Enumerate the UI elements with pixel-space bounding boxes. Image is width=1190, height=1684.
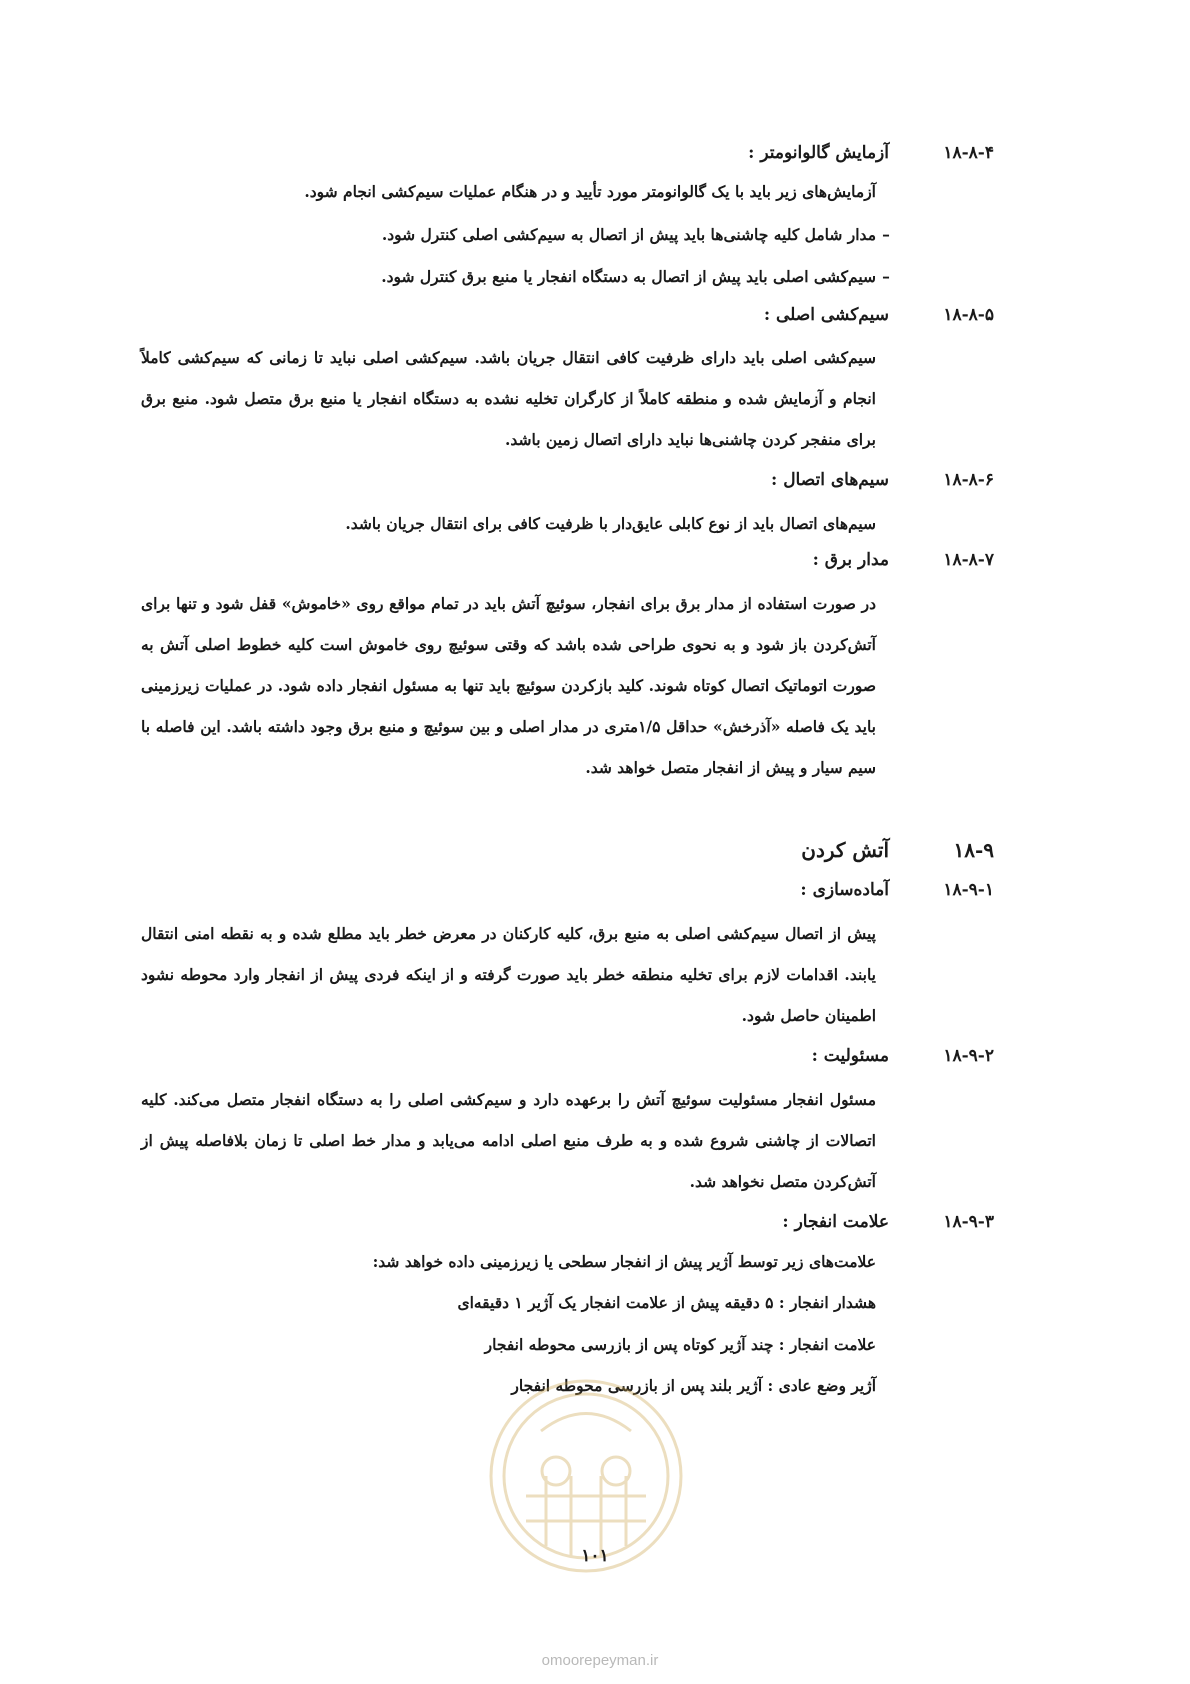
section-number: ۱۸-۸-۴ xyxy=(943,143,994,163)
bullet-dash: – xyxy=(882,267,890,286)
section-18-8-4-intro: آزمایش‌های زیر باید با یک گالوانومتر مورد تأیید و در هنگام عملیات سیم‌کشی انجام شود. xyxy=(304,182,876,201)
section-18-8-7-heading xyxy=(813,550,994,570)
section-title: آماده‌سازی : xyxy=(800,880,889,900)
section-18-9-1-body: پیش از اتصال سیم‌کشی اصلی به منبع برق، کلیه کارکنان در معرض خطر باید مطلع شده و به نقطه امنی انتقال یابند. اقدامات لازم برای تخلیه منطقه خطر باید صورت گرفته و از اینکه فردی پیش از انفجار وارد محوطه نشود اطمینان حاصل شود. xyxy=(141,924,876,1025)
section-18-9-1-heading xyxy=(800,880,994,900)
section-18-8-5-heading xyxy=(764,305,994,325)
section-number: ۱۸-۸-۵ xyxy=(943,305,994,325)
section-18-9-2-body: مسئول انفجار مسئولیت سوئیچ آتش را برعهده دارد و سیم‌کشی اصلی را به دستگاه انفجار متصل می‌کند. کلیه اتصالات از چاشنی شروع شده و به طرف منبع اصلی ادامه می‌یابد و مدار خط اصلی تا زمان بلافاصله پیش از آتش‌کردن متصل نخواهد شد. xyxy=(141,1090,876,1191)
section-number: ۱۸-۹-۲ xyxy=(943,1046,994,1066)
signal-line: علامت‌های زیر توسط آژیر پیش از انفجار سطحی یا زیرزمینی داده خواهد شد: xyxy=(372,1252,876,1271)
section-18-8-7-body: در صورت استفاده از مدار برق برای انفجار، سوئیچ آتش باید در تمام مواقع روی «خاموش» قفل شود و تنها برای آتش‌کردن باز شود و به نحوی طراحی شده باشد که وقتی سوئیچ روی خاموش است کلیه خطوط اصلی آتش به صورت اتوماتیک اتصال کوتاه شوند. کلید بازکردن سوئیچ باید تنها به مسئول انفجار داده شود. در عملیات زیرزمینی باید یک فاصله «آذرخش» حداقل ۱/۵متری در مدار اصلی و بین سوئیچ و منبع برق وجود داشته باشد. این فاصله با سیم سیار و پیش از انفجار متصل خواهد شد. xyxy=(141,594,876,777)
signal-line: هشدار انفجار : ۵ دقیقه پیش از علامت انفجار یک آژیر ۱ دقیقه‌ای xyxy=(457,1293,876,1312)
section-title: سیم‌های اتصال : xyxy=(771,470,889,490)
section-title: سیم‌کشی اصلی : xyxy=(763,305,889,325)
section-number: ۱۸-۹-۱ xyxy=(943,880,994,900)
signal-line: آژیر وضع عادی : آژیر بلند پس از بازرسی محوطه انفجار xyxy=(511,1376,876,1395)
section-title: مدار برق : xyxy=(812,550,889,570)
section-18-8-5-body: سیم‌کشی اصلی باید دارای ظرفیت کافی انتقال جریان باشد. سیم‌کشی اصلی نباید تا زمانی که سیم‌کشی کاملاً انجام و آزمایش شده و منطقه کاملاً از کارگران تخلیه نشده به دستگاه انفجار یا منبع برق متصل شود. منبع برق برای منفجر کردن چاشنی‌ها نباید دارای اتصال زمین باشد. xyxy=(141,348,876,449)
signal-line: علامت انفجار : چند آژیر کوتاه پس از بازرسی محوطه انفجار xyxy=(484,1335,876,1354)
section-title: آتش کردن xyxy=(801,838,889,862)
section-18-8-4-heading xyxy=(748,143,994,163)
section-18-9-3-heading xyxy=(782,1212,994,1232)
section-title: آزمایش گالوانومتر : xyxy=(748,143,889,163)
section-number: ۱۸-۸-۷ xyxy=(943,550,994,570)
section-number: ۱۸-۸-۶ xyxy=(943,470,994,490)
bullet-text: مدار شامل کلیه چاشنی‌ها باید پیش از اتصال به سیم‌کشی اصلی کنترل شود. xyxy=(381,225,876,244)
watermark-url: omoorepeyman.ir xyxy=(541,1652,659,1669)
section-number: ۱۸-۹-۳ xyxy=(943,1212,994,1232)
bullet-text: سیم‌کشی اصلی باید پیش از اتصال به دستگاه انفجار یا منبع برق کنترل شود. xyxy=(381,267,876,286)
bullet-item xyxy=(381,267,896,286)
section-18-9-2-heading xyxy=(812,1046,994,1066)
section-18-8-6-heading xyxy=(771,470,994,490)
section-title: مسئولیت : xyxy=(811,1046,889,1066)
section-title: علامت انفجار : xyxy=(782,1212,889,1232)
section-18-9-heading xyxy=(801,838,994,862)
section-number: ۱۸-۹ xyxy=(953,838,994,862)
bullet-item xyxy=(382,225,896,244)
page-number: ۱۰۱ xyxy=(581,1546,609,1566)
bullet-dash: – xyxy=(882,225,890,244)
section-18-8-6-body: سیم‌های اتصال باید از نوع کابلی عایق‌دار با ظرفیت کافی برای انتقال جریان باشد. xyxy=(345,514,876,533)
